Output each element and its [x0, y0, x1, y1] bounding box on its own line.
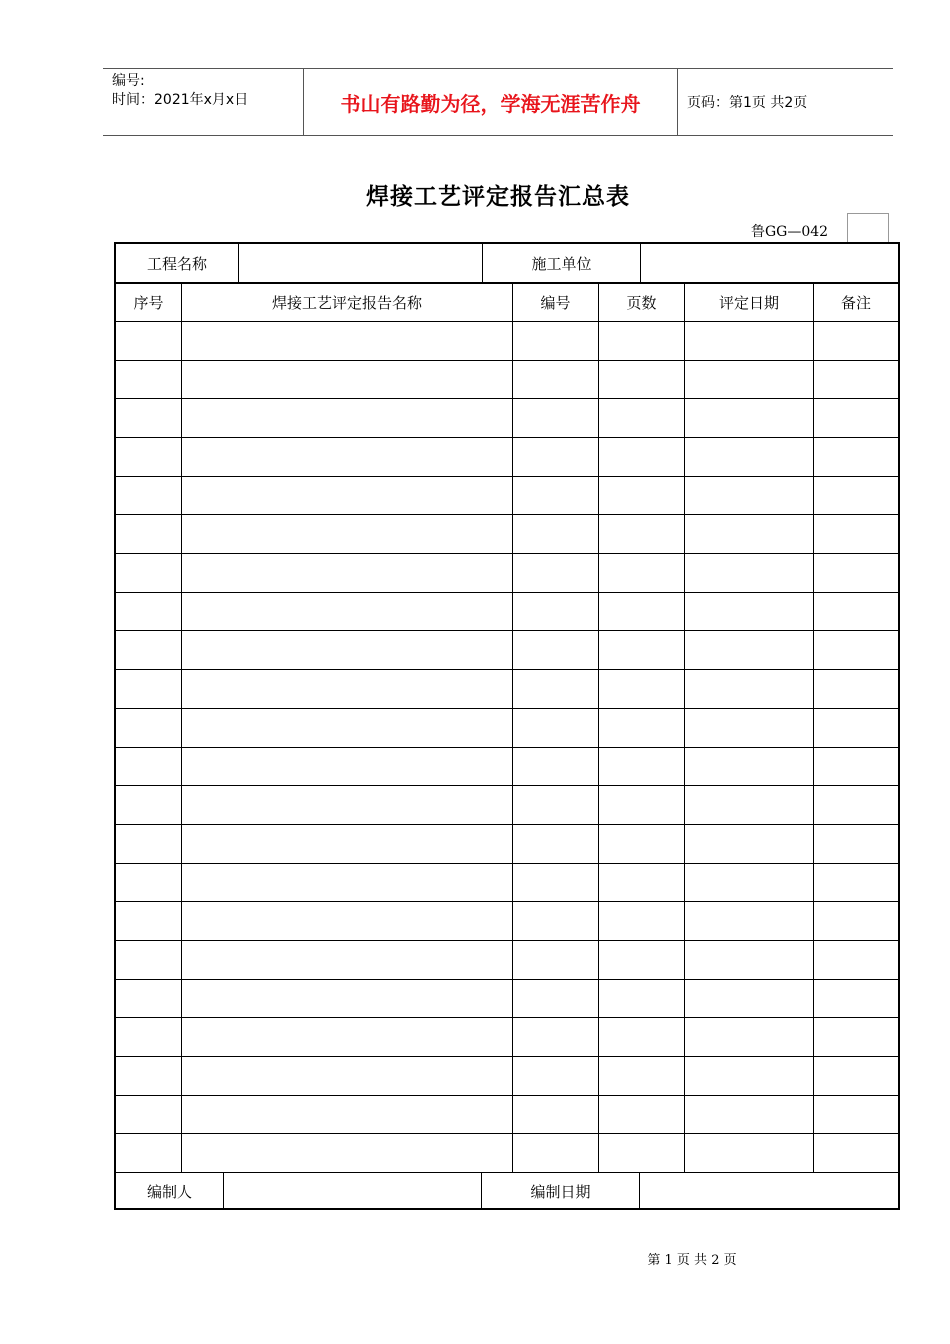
cell-eval-date[interactable] [685, 941, 813, 979]
compile-date-field[interactable] [640, 1173, 898, 1210]
cell-report-name[interactable] [182, 593, 512, 631]
cell-report-name[interactable] [182, 1057, 512, 1095]
author-field[interactable] [224, 1173, 481, 1210]
cell-remarks[interactable] [814, 748, 898, 786]
cell-report-name[interactable] [182, 554, 512, 592]
cell-remarks[interactable] [814, 825, 898, 863]
cell-report-name[interactable] [182, 941, 512, 979]
cell-report-name[interactable] [182, 477, 512, 515]
cell-number[interactable] [513, 477, 598, 515]
table-row [116, 748, 898, 786]
cell-index[interactable] [116, 748, 181, 786]
col-header-pages: 页数 [626, 294, 657, 312]
table-row [116, 902, 898, 940]
cell-eval-date[interactable] [685, 1018, 813, 1056]
cell-eval-date[interactable] [685, 361, 813, 399]
table-row [116, 322, 898, 360]
motto: 书山有路勤为径，学海无涯苦作舟 [340, 91, 641, 116]
cell-index[interactable] [116, 902, 181, 940]
cell-pages[interactable] [599, 980, 684, 1018]
cell-remarks[interactable] [814, 593, 898, 631]
cell-remarks[interactable] [814, 322, 898, 360]
cell-report-name[interactable] [182, 515, 512, 553]
cell-eval-date[interactable] [685, 1096, 813, 1134]
cell-number[interactable] [513, 670, 598, 708]
cell-remarks[interactable] [814, 1134, 898, 1172]
cell-pages[interactable] [599, 361, 684, 399]
info-divider-1 [238, 244, 239, 282]
cell-number[interactable] [513, 515, 598, 553]
table-row [116, 1018, 898, 1056]
cell-pages[interactable] [599, 748, 684, 786]
cell-number[interactable] [513, 322, 598, 360]
project-name-label: 工程名称 [146, 254, 207, 273]
cell-eval-date[interactable] [685, 748, 813, 786]
bottom-divider-2 [481, 1173, 482, 1210]
info-divider-2 [482, 244, 483, 282]
cell-remarks[interactable] [814, 361, 898, 399]
cell-remarks[interactable] [814, 1096, 898, 1134]
cell-number[interactable] [513, 902, 598, 940]
cell-eval-date[interactable] [685, 631, 813, 669]
cell-number[interactable] [513, 1096, 598, 1134]
table-col-rule [813, 284, 814, 1172]
cell-eval-date[interactable] [685, 515, 813, 553]
bottom-divider-1 [223, 1173, 224, 1210]
form-code-box [847, 213, 889, 242]
col-header-number: 编号 [540, 294, 571, 312]
cell-index[interactable] [116, 1096, 181, 1134]
cell-eval-date[interactable] [685, 554, 813, 592]
col-header-remarks: 备注 [840, 294, 871, 312]
cell-remarks[interactable] [814, 786, 898, 824]
table-row [116, 554, 898, 592]
construction-unit-label: 施工单位 [531, 254, 592, 273]
table-row [116, 825, 898, 863]
col-header-report-name: 焊接工艺评定报告名称 [271, 294, 422, 312]
cell-pages[interactable] [599, 1096, 684, 1134]
cell-report-name[interactable] [182, 864, 512, 902]
cell-eval-date[interactable] [685, 322, 813, 360]
cell-index[interactable] [116, 786, 181, 824]
info-divider-3 [640, 244, 641, 282]
cell-remarks[interactable] [814, 670, 898, 708]
cell-report-name[interactable] [182, 902, 512, 940]
cell-index[interactable] [116, 1057, 181, 1095]
cell-remarks[interactable] [814, 515, 898, 553]
cell-index[interactable] [116, 709, 181, 747]
cell-index[interactable] [116, 477, 181, 515]
cell-pages[interactable] [599, 825, 684, 863]
cell-pages[interactable] [599, 477, 684, 515]
table-row [116, 399, 898, 437]
page-title: 焊接工艺评定报告汇总表 [366, 184, 630, 210]
cell-remarks[interactable] [814, 980, 898, 1018]
cell-remarks[interactable] [814, 864, 898, 902]
time-label: 时间：2021年x月x日 [112, 92, 249, 108]
cell-pages[interactable] [599, 670, 684, 708]
cell-number[interactable] [513, 399, 598, 437]
cell-index[interactable] [116, 864, 181, 902]
form-code: 鲁GG—042 [751, 224, 829, 240]
cell-pages[interactable] [599, 709, 684, 747]
table-row [116, 515, 898, 553]
cell-report-name[interactable] [182, 786, 512, 824]
cell-pages[interactable] [599, 631, 684, 669]
cell-remarks[interactable] [814, 554, 898, 592]
cell-report-name[interactable] [182, 980, 512, 1018]
cell-remarks[interactable] [814, 1057, 898, 1095]
cell-eval-date[interactable] [685, 825, 813, 863]
cell-number[interactable] [513, 438, 598, 476]
col-header-index: 序号 [133, 294, 164, 312]
table-row [116, 941, 898, 979]
cell-number[interactable] [513, 631, 598, 669]
summary-table [114, 242, 900, 1210]
table-col-rule [684, 284, 685, 1172]
cell-report-name[interactable] [182, 399, 512, 437]
cell-report-name[interactable] [182, 361, 512, 399]
cell-eval-date[interactable] [685, 709, 813, 747]
compile-date-label: 编制日期 [530, 1183, 591, 1201]
cell-report-name[interactable] [182, 1018, 512, 1056]
col-header-eval-date: 评定日期 [718, 294, 779, 312]
table-row [116, 631, 898, 669]
cell-index[interactable] [116, 515, 181, 553]
cell-eval-date[interactable] [685, 1057, 813, 1095]
header-divider-right [677, 68, 678, 136]
cell-index[interactable] [116, 1018, 181, 1056]
table-row [116, 361, 898, 399]
cell-number[interactable] [513, 1134, 598, 1172]
table-row [116, 709, 898, 747]
table-col-rule [598, 284, 599, 1172]
number-label: 编号: [112, 73, 145, 89]
cell-number[interactable] [513, 593, 598, 631]
cell-index[interactable] [116, 670, 181, 708]
cell-index[interactable] [116, 593, 181, 631]
project-name-field[interactable] [239, 244, 482, 282]
cell-remarks[interactable] [814, 709, 898, 747]
cell-pages[interactable] [599, 1057, 684, 1095]
table-row [116, 864, 898, 902]
cell-pages[interactable] [599, 786, 684, 824]
cell-number[interactable] [513, 980, 598, 1018]
cell-pages[interactable] [599, 902, 684, 940]
cell-index[interactable] [116, 941, 181, 979]
table-row-rule [116, 1172, 898, 1173]
cell-eval-date[interactable] [685, 902, 813, 940]
cell-eval-date[interactable] [685, 477, 813, 515]
cell-report-name[interactable] [182, 709, 512, 747]
cell-index[interactable] [116, 980, 181, 1018]
table-row [116, 670, 898, 708]
cell-number[interactable] [513, 709, 598, 747]
cell-index[interactable] [116, 554, 181, 592]
cell-index[interactable] [116, 322, 181, 360]
cell-number[interactable] [513, 1057, 598, 1095]
cell-eval-date[interactable] [685, 1134, 813, 1172]
cell-number[interactable] [513, 748, 598, 786]
construction-unit-field[interactable] [641, 244, 898, 282]
cell-report-name[interactable] [182, 631, 512, 669]
table-row [116, 438, 898, 476]
cell-number[interactable] [513, 1018, 598, 1056]
cell-eval-date[interactable] [685, 786, 813, 824]
cell-pages[interactable] [599, 593, 684, 631]
cell-report-name[interactable] [182, 748, 512, 786]
table-col-rule [181, 284, 182, 1172]
cell-number[interactable] [513, 864, 598, 902]
bottom-divider-3 [639, 1173, 640, 1210]
cell-eval-date[interactable] [685, 593, 813, 631]
cell-pages[interactable] [599, 515, 684, 553]
cell-report-name[interactable] [182, 825, 512, 863]
page-info: 页码：第1页 共2页 [687, 95, 808, 111]
cell-number[interactable] [513, 825, 598, 863]
table-row [116, 1057, 898, 1095]
cell-pages[interactable] [599, 554, 684, 592]
cell-index[interactable] [116, 399, 181, 437]
cell-remarks[interactable] [814, 438, 898, 476]
table-row [116, 593, 898, 631]
cell-index[interactable] [116, 825, 181, 863]
cell-number[interactable] [513, 554, 598, 592]
cell-pages[interactable] [599, 941, 684, 979]
cell-report-name[interactable] [182, 438, 512, 476]
cell-pages[interactable] [599, 1018, 684, 1056]
cell-eval-date[interactable] [685, 438, 813, 476]
cell-eval-date[interactable] [685, 864, 813, 902]
table-row [116, 1096, 898, 1134]
cell-number[interactable] [513, 941, 598, 979]
cell-eval-date[interactable] [685, 399, 813, 437]
cell-pages[interactable] [599, 864, 684, 902]
cell-index[interactable] [116, 631, 181, 669]
cell-report-name[interactable] [182, 322, 512, 360]
cell-report-name[interactable] [182, 670, 512, 708]
page-footer: 第 1 页 共 2 页 [647, 1253, 737, 1268]
cell-report-name[interactable] [182, 1096, 512, 1134]
cell-report-name[interactable] [182, 1134, 512, 1172]
table-row [116, 980, 898, 1018]
cell-remarks[interactable] [814, 631, 898, 669]
author-label: 编制人 [146, 1183, 192, 1201]
cell-remarks[interactable] [814, 902, 898, 940]
cell-remarks[interactable] [814, 941, 898, 979]
cell-pages[interactable] [599, 1134, 684, 1172]
cell-index[interactable] [116, 438, 181, 476]
cell-number[interactable] [513, 786, 598, 824]
table-row [116, 1134, 898, 1172]
table-row [116, 786, 898, 824]
cell-eval-date[interactable] [685, 670, 813, 708]
table-col-rule [512, 284, 513, 1172]
cell-pages[interactable] [599, 438, 684, 476]
cell-pages[interactable] [599, 322, 684, 360]
cell-pages[interactable] [599, 399, 684, 437]
cell-number[interactable] [513, 361, 598, 399]
header-left-block [112, 72, 248, 110]
cell-index[interactable] [116, 361, 181, 399]
cell-remarks[interactable] [814, 477, 898, 515]
table-row [116, 477, 898, 515]
cell-index[interactable] [116, 1134, 181, 1172]
cell-remarks[interactable] [814, 399, 898, 437]
cell-eval-date[interactable] [685, 980, 813, 1018]
cell-remarks[interactable] [814, 1018, 898, 1056]
